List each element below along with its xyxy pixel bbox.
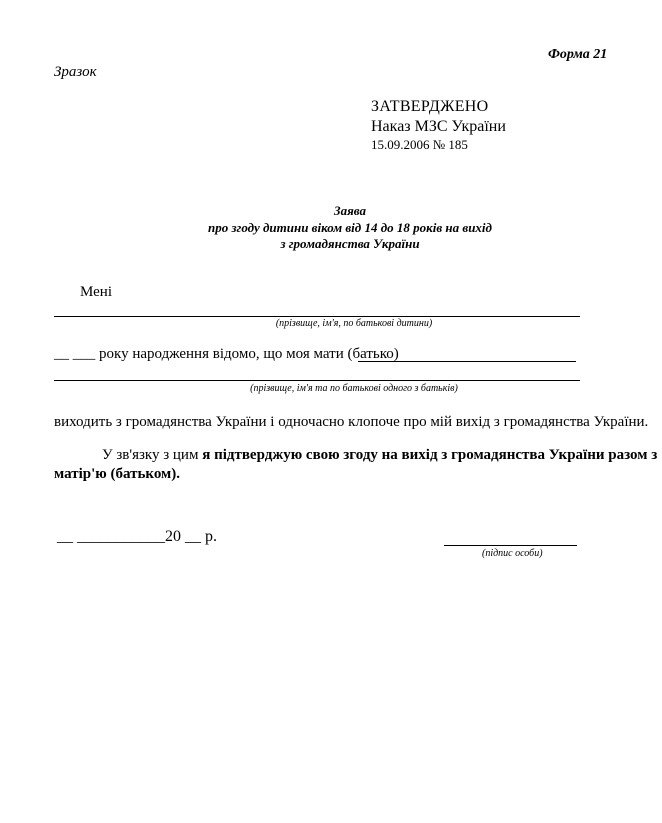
signature-caption: (підпис особи): [482, 548, 543, 559]
application-title: Заява: [333, 203, 367, 218]
approval-date-number: 15.09.2006 № 185: [371, 137, 468, 152]
consent-intro: У зв'язку з цим: [102, 447, 203, 463]
to-me-label: Мені: [80, 284, 112, 300]
birth-statement: __ ___ року народження відомо, що моя мати (батько): [54, 346, 399, 362]
application-subtitle-line1: про згоду дитини віком від 14 до 18 років на вихід: [207, 220, 492, 235]
parent-inline-blank-line: [358, 361, 576, 362]
approval-order: Наказ МЗС України: [371, 118, 506, 135]
parent-name-caption: (прізвище, ім'я та по батькові одного з батьків): [250, 383, 458, 394]
approval-title: ЗАТВЕРДЖЕНО: [371, 98, 489, 115]
application-subtitle-line2: з громадянства України: [280, 236, 420, 251]
date-field: __ ___________20 __ р.: [57, 528, 217, 545]
sample-label: Зразок: [54, 64, 97, 80]
exit-statement: виходить з громадянства України і одночасно клопоче про мій вихід з громадянства України.: [54, 414, 649, 430]
consent-bold-part1: я підтверджую свою згоду на вихід з громадянства України разом з: [202, 447, 658, 463]
signature-blank-line: [444, 545, 577, 546]
child-name-blank-line: [54, 316, 580, 317]
consent-bold-part2: матір'ю (батьком).: [54, 466, 181, 482]
child-name-caption: (прізвище, ім'я, по батькові дитини): [275, 318, 433, 329]
form-number: Форма 21: [548, 47, 608, 62]
consent-paragraph-line1: [102, 447, 657, 464]
parent-name-blank-line: [54, 380, 580, 381]
